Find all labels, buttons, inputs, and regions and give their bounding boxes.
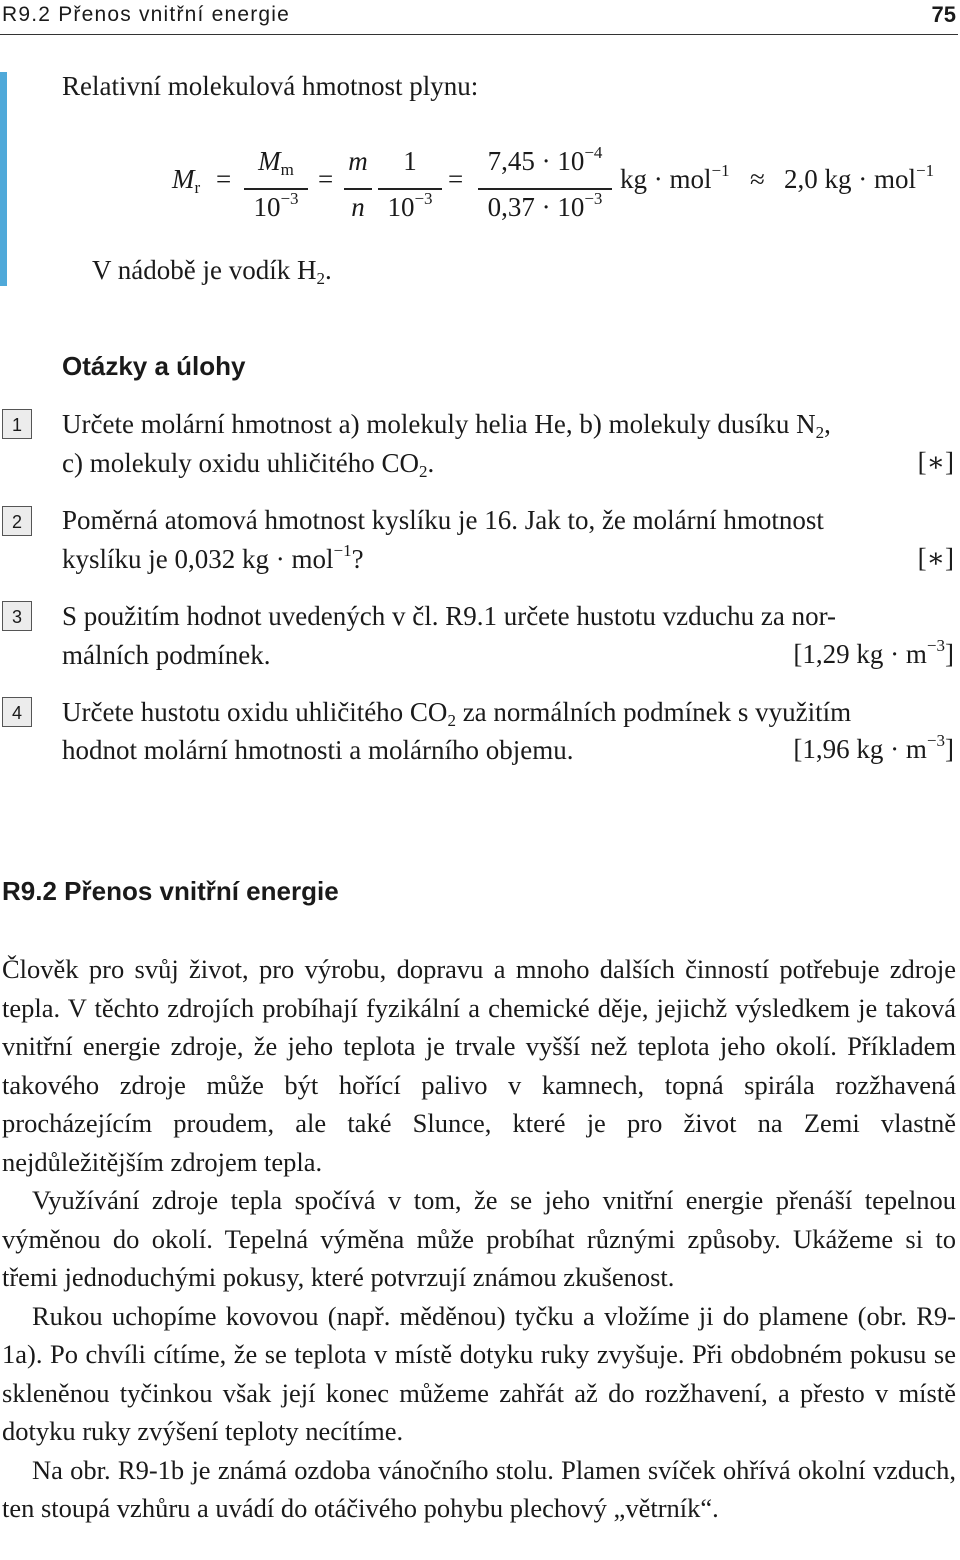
example-marker-bar [0, 72, 7, 286]
fraction-mm-over-10-3: $M_m$ $10^{-3}$ [244, 146, 308, 230]
fraction-m-over-n: m n [344, 146, 372, 230]
fraction-values: $7,45 \cdot 10^{-4}$ $0,37 \cdot 10^{-3}$ [478, 146, 612, 230]
question-3-line-1: S použitím hodnot uvedených v čl. R9.1 určete hustotu vzduchu za nor- [62, 601, 837, 631]
question-3-line-2: málních podmínek. [62, 640, 271, 670]
eq-unit: kg · mol$^{-1}$ [620, 161, 730, 194]
eq-sign-1: = [216, 164, 232, 194]
example-intro: Relativní molekulová hmotnost plynu: [62, 71, 479, 101]
fraction-1-over-10-3: 1 $10^{-3}$ [378, 146, 442, 230]
question-number-2: 2 [2, 506, 32, 536]
paragraph-1: Člověk pro svůj život, pro výrobu, dopravu a mnoho dalších činností potřebuje zdroje tepla. V těchto zdrojích probíhají fyzikální a chemické děje, jejichž výsledkem je taková vnitřní energie zdroje, že jeho teplota je trvale vyšší než teplota jeho okolí. Příkladem takového zdroje může být hořící palivo v kamnech, topná spirála rozžhavená procházejícím proudem, ale také Slunce, které je pro život na Zemi vlastně nejdůležitějším zdrojem tepla. [2, 954, 956, 1177]
eq-result: 2,0 kg · mol$^{-1}$ [784, 161, 935, 194]
question-number-4: 4 [2, 697, 32, 727]
paragraph-4: Na obr. R9-1b je známá ozdoba vánočního stolu. Plamen svíček ohřívá okolní vzduch, ten stoupá vzhůru a uvádí do otáčivého pohybu plechový „větrník“. [2, 1454, 956, 1523]
question-4-answer: [1,96 kg · $m^{-3}$] [793, 731, 954, 764]
page-number: 75 [931, 2, 956, 27]
molar-mass-equation [172, 140, 958, 230]
question-4-line-2: hodnot molární hmotnosti a molárního objemu. [62, 735, 574, 765]
eq-lhs: $M_r$ [172, 164, 201, 197]
eq-approx-sign: ≈ [750, 164, 765, 194]
section-body [2, 950, 956, 1528]
example-conclusion: V nádobě je vodík $H_2$. [92, 255, 332, 288]
question-1-line-1: Určete molární hmotnost a) molekuly helia He, b) molekuly dusíku $N_2$, [62, 409, 831, 442]
question-2-line-1: Poměrná atomová hmotnost kyslíku je 16. Jak to, že molární hmotnost [62, 505, 824, 535]
question-number-3: 3 [2, 601, 32, 631]
question-number-1: 1 [2, 409, 32, 439]
paragraph-3: Rukou uchopíme kovovou (např. měděnou) tyčku a vložíme ji do plamene (obr. R9-1a). Po chvíli cítíme, že se teplota v místě dotyku ruky zvyšuje. Při obdobném pokusu se skleněnou tyčinkou však její konec můžeme zahřát až do rozžhavení, a přesto v místě dotyku ruky zvýšení teploty necítíme. [2, 1300, 956, 1446]
eq-sign-3: = [448, 164, 464, 194]
question-4-line-1: Určete hustotu oxidu uhličitého $CO_2$ za normálních podmínek s využitím [62, 697, 852, 730]
eq-sign-2: = [318, 164, 334, 194]
question-3-answer: [1,29 kg · $m^{-3}$] [793, 636, 954, 669]
question-2-line-2: kyslíku je 0,032 kg · mol$^{-1}$? [62, 541, 364, 574]
paragraph-2: Využívání zdroje tepla spočívá v tom, že se jeho vnitřní energie přenáší tepelnou výměnou do okolí. Tepelná výměna může probíhat různými způsoby. Ukážeme si to třemi jednoduchými pokusy, které potvrzují známou zkušenost. [2, 1185, 956, 1292]
questions-heading: Otázky a úlohy [62, 351, 246, 381]
section-heading: R9.2 Přenos vnitřní energie [2, 876, 339, 906]
question-1-answer: [∗] [917, 447, 954, 477]
question-1-line-2: c) molekuly oxidu uhličitého $CO_2$. [62, 448, 435, 481]
running-header [0, 0, 958, 35]
running-header-title: R9.2 Přenos vnitřní energie [2, 3, 291, 26]
question-2-answer: [∗] [917, 543, 954, 573]
